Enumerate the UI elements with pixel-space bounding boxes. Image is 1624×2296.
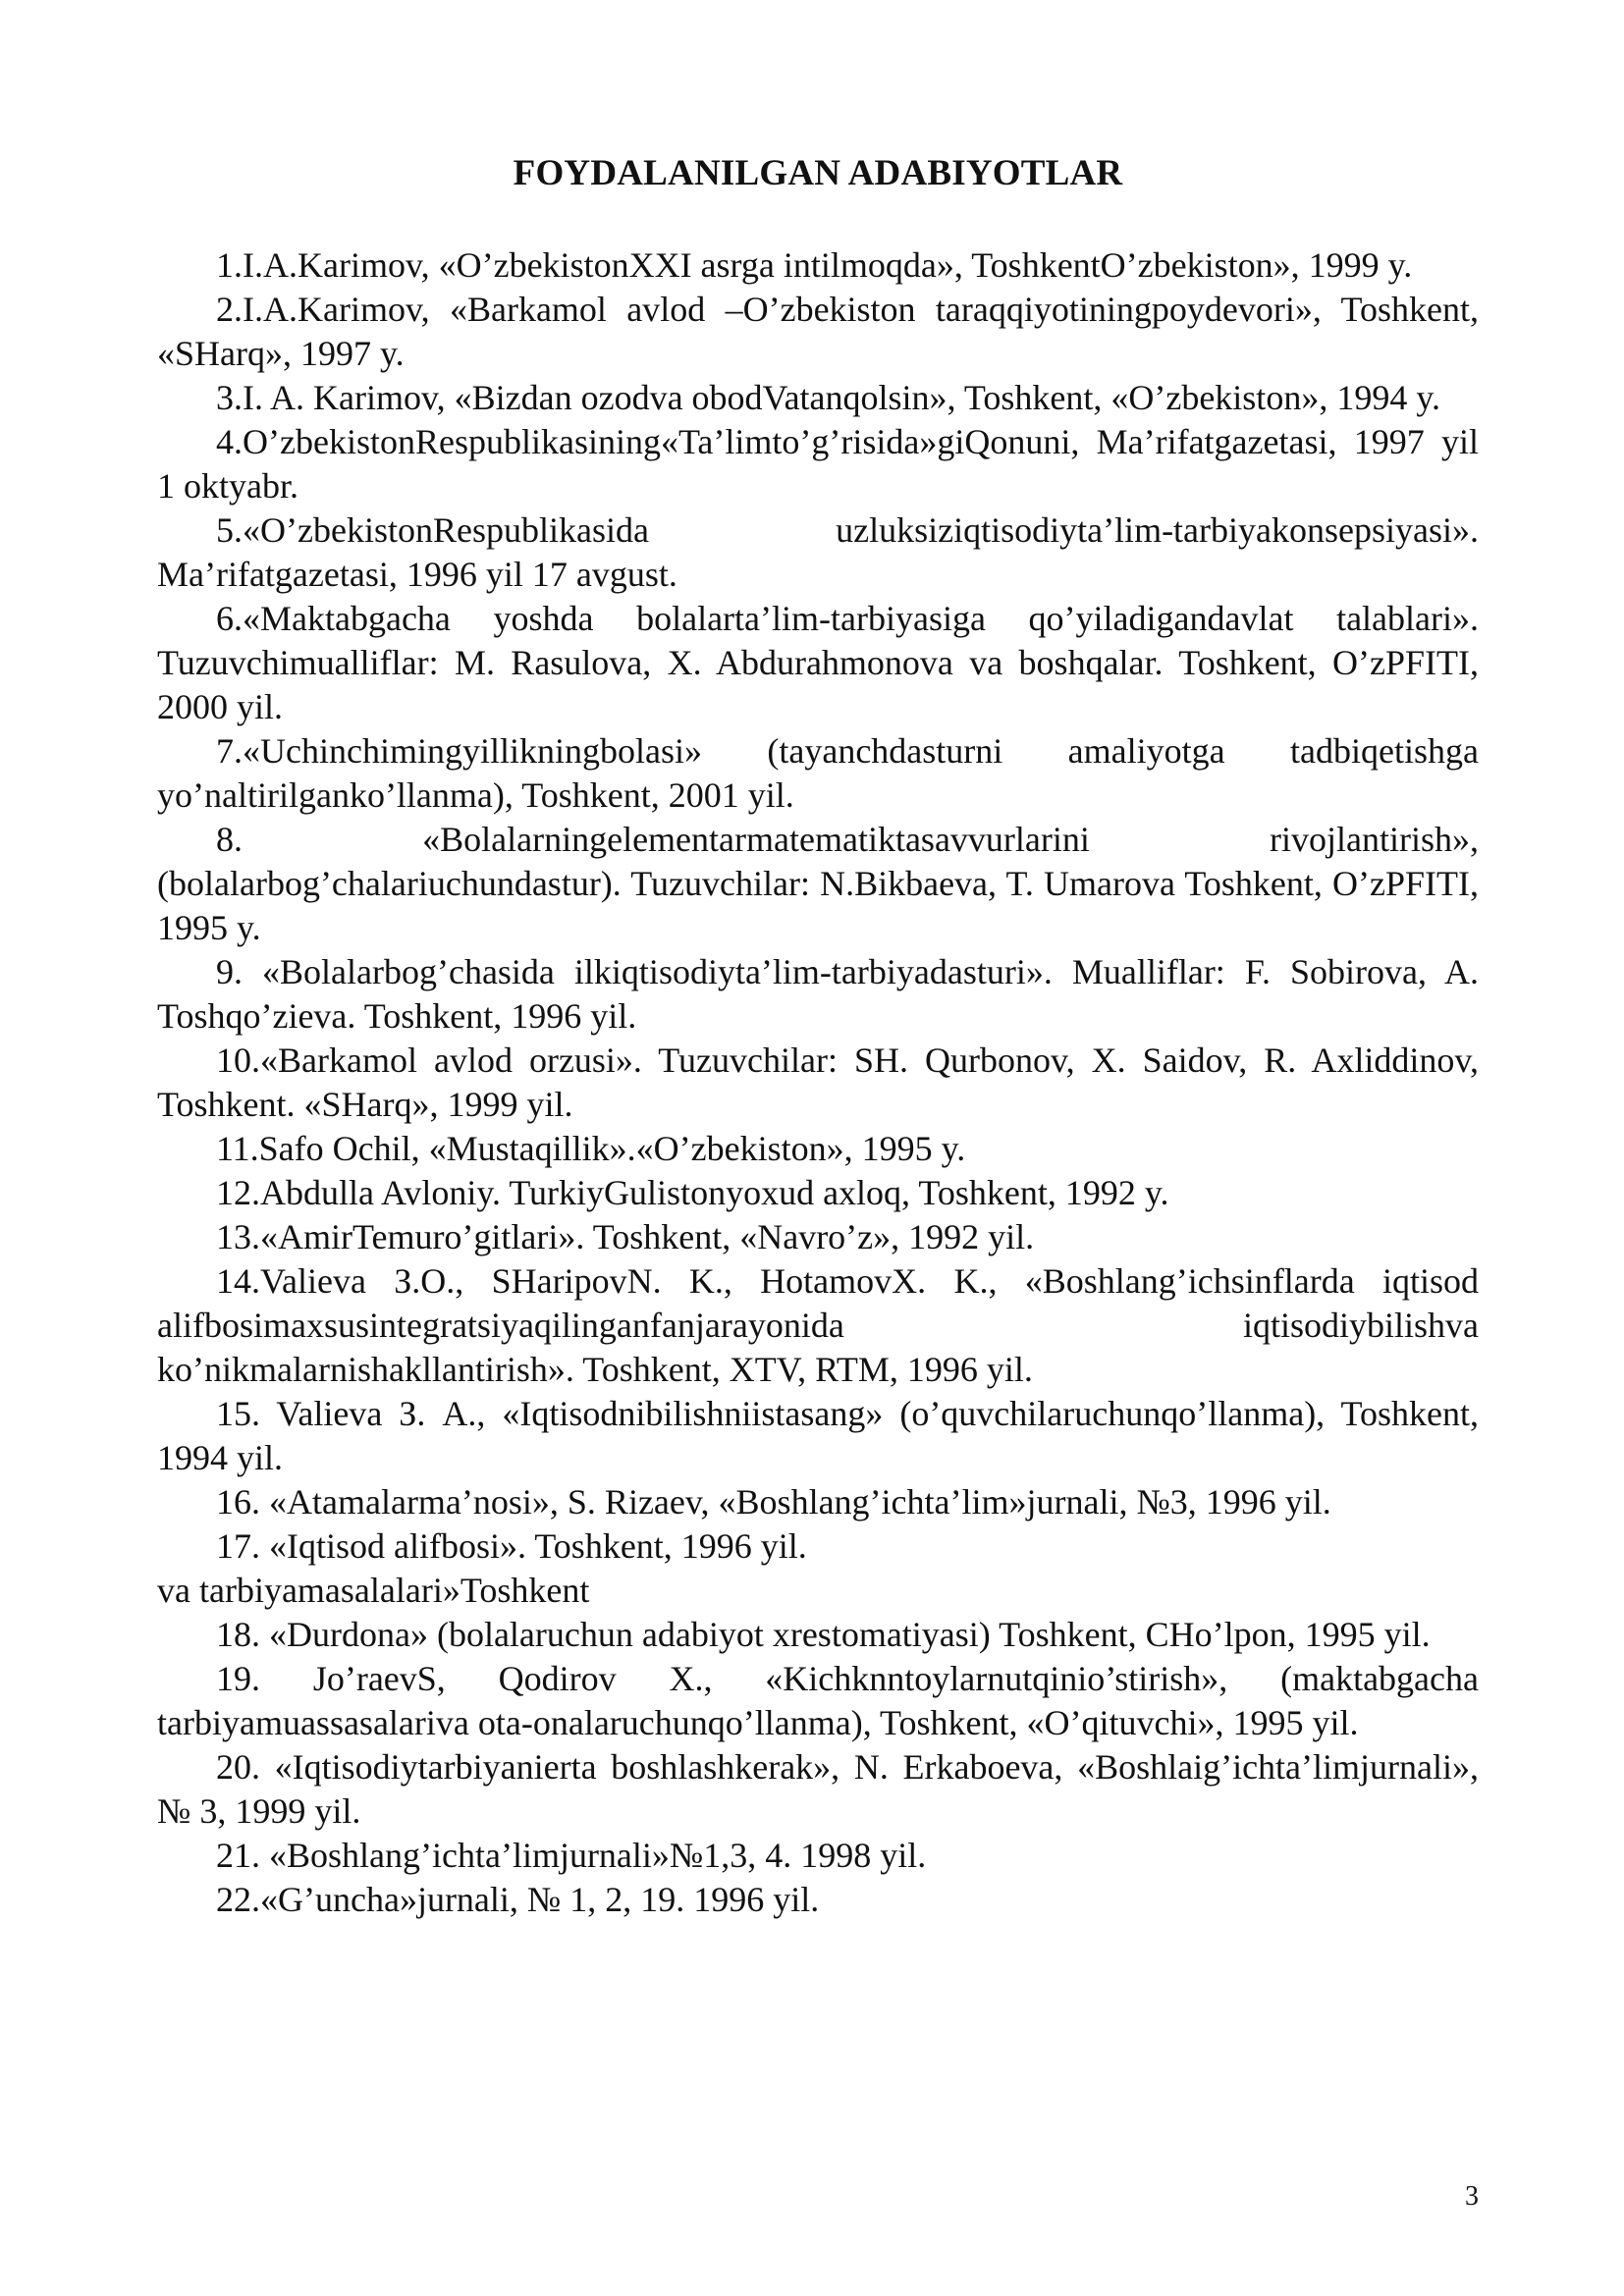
document-page [157, 0, 1479, 2296]
reference-list [157, 243, 1479, 1922]
reference-item: 6.«Maktabgacha yoshda bolalarta’lim-tarbiyasiga qo’yiladigandavlat talablari». Tuzuvchimualliflar: M. Rasulova, X. Abdurahmonova va boshqalar. Toshkent, O’zPFITI, 2000 yil. [157, 599, 1479, 726]
reference-item: 4.O’zbekistonRespublikasining«Ta’limto’g’risida»giQonuni, Ma’rifatgazetasi, 1997 yil 1 oktyabr. [157, 422, 1479, 506]
reference-item-continuation: va tarbiyamasalalari»Toshkent [157, 1571, 590, 1610]
reference-item: 14.Valieva З.O., SHaripovN. K., HotamovX. K., «Boshlang’ichsinflarda iqtisod alifbosimaxsusintegratsiyaqilinganfanjarayonida iqtisodiybilishva ko’nikmalarnishakllantirish». Toshkent, XTV, RTM, 1996 yil. [157, 1261, 1479, 1389]
reference-item: 22.«G’uncha»jurnali, № 1, 2, 19. 1996 yil. [216, 1880, 820, 1919]
reference-item: 15. Valieva З. A., «Iqtisodnibilishniistasang» (o’quvchilaruchunqo’llanma), Toshkent, 1994 yil. [157, 1394, 1479, 1477]
reference-item: 9. «Bolalarbog’chasida ilkiqtisodiyta’lim-tarbiyadasturi». Mualliflar: F. Sobirova, A. Toshqo’zieva. Toshkent, 1996 yil. [157, 952, 1479, 1036]
reference-item: 5.«O’zbekistonRespublikasida uzluksiziqtisodiyta’lim-tarbiyakonsepsiyasi». Ma’rifatgazetasi, 1996 yil 17 avgust. [157, 510, 1479, 594]
reference-item: 8. «Bolalarningelementarmatematiktasavvurlarini rivojlantirish», (bolalarbog’chalariuchundastur). Tuzuvchilar: N.Bikbaeva, T. Umarova Toshkent, O’zPFITI, 1995 y. [157, 820, 1479, 947]
reference-item: 10.«Barkamol avlod orzusi». Tuzuvchilar: SH. Qurbonov, X. Saidov, R. Axliddinov, Toshkent. «SHarq», 1999 yil. [157, 1041, 1479, 1124]
reference-item: 12.Abdulla Avloniy. TurkiyGulistonyoxud axloq, Toshkent, 1992 y. [216, 1173, 1169, 1212]
page-title: FOYDALANILGAN ADABIYOTLAR [513, 153, 1123, 193]
reference-item: 21. «Boshlang’ichta’limjurnali»№1,3, 4. 1998 yil. [216, 1836, 927, 1875]
reference-item: 16. «Atamalarma’nosi», S. Rizaev, «Boshlang’ichta’lim»jurnali, №3, 1996 yil. [216, 1482, 1331, 1522]
page-number: 3 [1465, 2181, 1479, 2212]
reference-item: 2.I.A.Karimov, «Barkamol avlod –O’zbekiston taraqqiyotiningpoydevori», Toshkent, «SHarq», 1997 y. [157, 290, 1479, 373]
reference-item: 11.Safo Ochil, «Mustaqillik».«O’zbekiston», 1995 y. [216, 1129, 966, 1168]
reference-item: 17. «Iqtisod alifbosi». Toshkent, 1996 yil. [216, 1526, 807, 1566]
reference-item: 3.I. A. Karimov, «Bizdan ozodva obodVatanqolsin», Toshkent, «O’zbekiston», 1994 y. [216, 378, 1440, 417]
reference-item: 13.«AmirTemuro’gitlari». Toshkent, «Navro’z», 1992 yil. [216, 1217, 1035, 1256]
reference-item: 7.«Uchinchimingyillikningbolasi» (tayanchdasturni amaliyotga tadbiqetishga yo’naltirilganko’llanma), Toshkent, 2001 yil. [157, 731, 1479, 815]
reference-item: 19. Jo’raevS, Qodirov X., «Kichknntoylarnutqinio’stirish», (maktabgacha tarbiyamuassasalariva ota-onalaruchunqo’llanma), Toshkent, «O’qituvchi», 1995 yil. [157, 1659, 1479, 1742]
reference-item: 18. «Durdona» (bolalaruchun adabiyot xrestomatiyasi) Toshkent, CHo’lpon, 1995 yil. [216, 1615, 1431, 1654]
reference-item: 20. «Iqtisodiytarbiyanierta boshlashkerak», N. Erkaboeva, «Boshlaig’ichta’limjurnali», № 3, 1999 yil. [157, 1747, 1479, 1831]
reference-item: 1.I.A.Karimov, «O’zbekistonXXI asrga intilmoqda», ToshkentO’zbekiston», 1999 y. [216, 245, 1413, 285]
